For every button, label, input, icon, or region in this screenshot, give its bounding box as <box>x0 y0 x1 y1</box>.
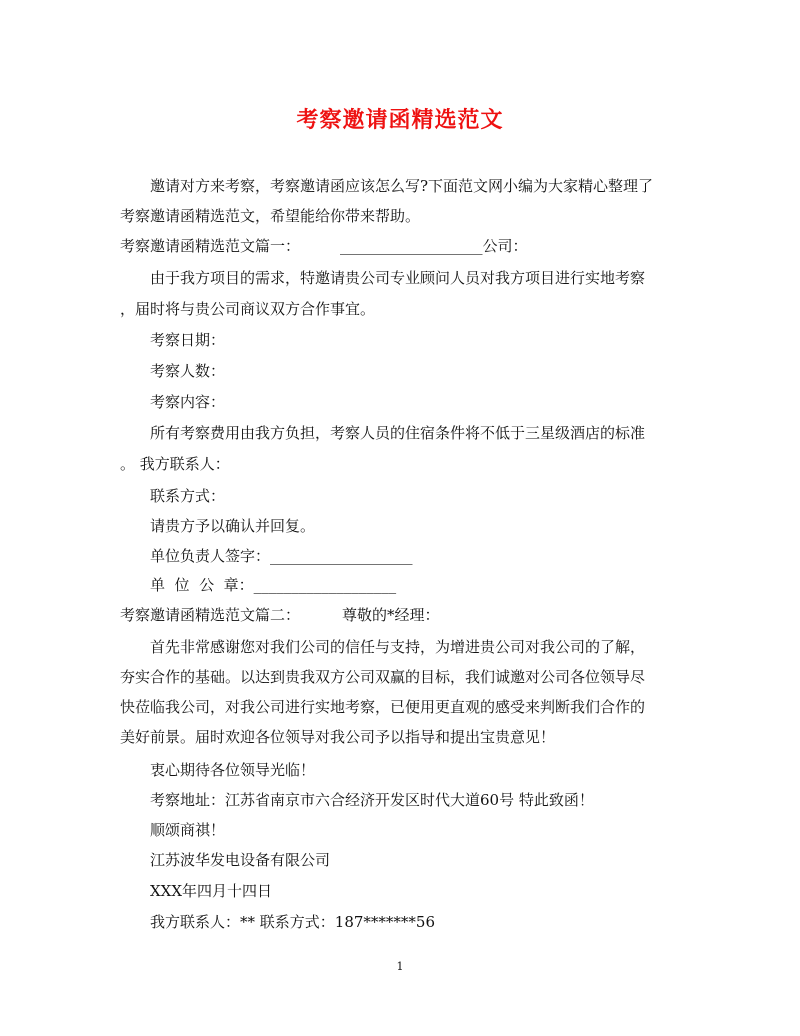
date-label: 考察日期： <box>150 331 226 349</box>
seal-line: 单 位 公 章：___________________ <box>150 576 397 594</box>
paragraph-line: 美好前景。届时欢迎各位领导对我公司予以指导和提出宝贵意见！ <box>120 728 556 746</box>
signature-line: 单位负责人签字：___________________ <box>150 547 413 565</box>
contact-method-label: 联系方式： <box>150 487 226 505</box>
address-line: 考察地址：江苏省南京市六合经济开发区时代大道60号 特此致函！ <box>150 791 594 809</box>
paragraph-line: 夯实合作的基础。以达到贵我双方公司双赢的目标，我们诚邀对公司各位领导尽 <box>120 668 646 686</box>
paragraph-line: 首先非常感谢您对我们公司的信任与支持，为增进贵公司对我公司的了解， <box>150 638 646 656</box>
page-number: 1 <box>396 960 404 973</box>
paragraph-line: 所有考察费用由我方负担，考察人员的住宿条件将不低于三星级酒店的标准 <box>150 424 646 442</box>
content-label: 考察内容： <box>150 393 226 411</box>
paragraph-line: 由于我方项目的需求，特邀请贵公司专业顾问人员对我方项目进行实地考察 <box>150 269 646 287</box>
section2-heading-row <box>120 605 440 625</box>
regards-line: 顺颂商祺！ <box>150 821 226 839</box>
intro-line: 邀请对方来考察，考察邀请函应该怎么写?下面范文网小编为大家精心整理了 <box>150 177 654 195</box>
document-title: 考察邀请函精选范文 <box>296 107 504 133</box>
company-name: 江苏波华发电设备有限公司 <box>150 851 331 869</box>
intro-line: 考察邀请函精选范文，希望能给你带来帮助。 <box>120 207 421 225</box>
section1-heading-row <box>120 236 528 256</box>
section2-salutation: 尊敬的*经理： <box>342 606 440 624</box>
contact-line: 我方联系人：** 联系方式：187*******56 <box>150 913 435 931</box>
paragraph-line: 快莅临我公司，对我公司进行实地考察，已便用更直观的感受来判断我们合作的 <box>120 698 646 716</box>
section2-heading: 考察邀请函精选范文篇二： <box>120 606 301 624</box>
section1-heading: 考察邀请函精选范文篇一： <box>120 237 301 255</box>
welcome-line: 衷心期待各位领导光临！ <box>150 761 316 779</box>
count-label: 考察人数： <box>150 362 226 380</box>
paragraph-line: ，届时将与贵公司商议双方合作事宜。 <box>120 300 376 318</box>
confirm-line: 请贵方予以确认并回复。 <box>150 517 316 535</box>
date-line: XXX年四月十四日 <box>150 882 273 900</box>
section1-addressee: ___________________公司： <box>340 237 528 255</box>
paragraph-line: 。 我方联系人： <box>120 455 230 473</box>
